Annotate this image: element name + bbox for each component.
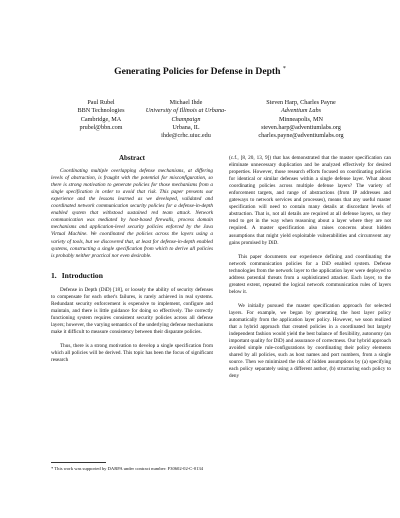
title-text: Generating Policies for Defense in Depth [114,66,281,78]
footnote-text: * This work was supported by DARPA under contract number: F30602-02-C-0134 [51,466,204,471]
author-affiliation: Adventium Labs [280,107,322,115]
author-name: Steven Harp, Charles Payne [266,99,336,106]
footnote [51,462,213,472]
intro-paragraph-1: Defense in Depth (DiD) [18], or loosely the ability of security defenses to compensate for each other's failures, is rarely achieved in real systems. Redundant security enforcement is expensive to implement, configure and maintain, and there is little guidance for doing so effectively. The correctly functioning system requires consistent security policies across all defense layers; however, the varying semantics of the underlying defense mechanisms make it difficult to measure consistency between their disparate policies. [51,286,213,335]
body-paragraph-2: This paper documents our experience defining and coordinating the network communication policies for a DiD enabled system. Defense technologies from the network layer to the application layer were deployed to address potential threats from a sophisticated attacker. Each layer, to the greatest extent, repeated the logical network communication rules of layers below it. [229,253,391,295]
paper-title [0,66,400,77]
author-email: prubel@bbn.com [79,123,123,131]
section-number: 1. [51,270,57,280]
left-column [51,155,213,371]
author-name: Paul Rubel [87,99,115,106]
author-3 [241,99,361,140]
author-location: Minneapolis, MN [279,115,323,123]
author-1 [66,99,136,132]
footnote-rule [51,462,106,463]
author-2 [141,99,231,140]
section-title: Introduction [61,270,103,280]
author-affiliation: University of Illinois at Urbana-Champaign [145,107,227,123]
author-email-2: charles.payne@adventiumlabs.org [258,132,344,140]
body-paragraph-3: We initially pursued the master specification approach for selected layers. For example, we began by generating the host layer policy automatically from the application layer policy. However, we soon realized that a hybrid approach that created policies in a coordinated but largely independent fashion would yield the best balance of flexibility, autonomy (an important quality for DiD) and assurance of correctness. Our hybrid approach avoided simple rule-configurations by coordinating their policy elements shared by all policies, such as host names and port numbers, from a single source. Then we minimized the risk of hidden assumptions by (a) specifying each policy separately using a different author, (b) structuring each policy to deny [229,302,391,380]
intro-paragraph-2: Thus, there is a strong motivation to develop a single specification from which all policies will be derived. This topic has been the focus of significant research [51,343,213,364]
abstract-heading: Abstract [118,154,146,162]
section-heading [51,272,213,279]
author-location: Cambridge, MA [80,115,122,123]
title-footnote-mark: * [282,66,286,72]
author-affiliation: BBN Technologies [77,107,125,115]
author-email: ihde@crhc.uiuc.edu [161,132,211,140]
right-column [229,155,391,387]
abstract-text: Coordinating multiple overlapping defense mechanisms, at differing levels of abstraction, is fraught with the potential for misconfiguration, so there is strong motivation to generate policies for those mechanisms from a single specification in order to avoid that risk. This paper presents our experience and the lessons learned as we developed, validated and coordinated network communication security policies for a defense-in-depth enabled system that withstood sustained red team attack. Network communication was mediated by host-based firewalls, process domain mechanisms and application-level security policies enforced by the Java Virtual Machine. We coordinated the policies across the layers using a variety of tools, but we discovered that, at least for defense-in-depth enabled systems, constructing a single specification from which to derive all policies is probably neither practical nor even desirable. [51,168,213,259]
author-location: Urbana, IL [172,123,200,131]
author-name: Michael Ihde [169,99,203,106]
body-paragraph-1: (c.f., [8, 20, 13, 9]) that has demonstrated that the master specification can eliminate unnecessary duplication and be analyzed effectively for desired properties. However, those research efforts focused on coordinating policies for identical or similar defenses within a single defense layer. What about coordinating policies across multiple defense layers? The variety of enforcement targets, and range of abstractions (from IP addresses and gateways to network services and processes), means that any useful master specification will need to contain many details at discordant levels of abstraction. That is, not all details are required at all defense layers, so they tend to get in the way when reasoning about a layer where they are not required. A master specification also raises concerns about hidden assumptions that might yield exploitable vulnerabilities and circumvent any gains promised by DiD. [229,155,391,246]
author-email: steven.harp@adventiumlabs.org [261,123,341,131]
